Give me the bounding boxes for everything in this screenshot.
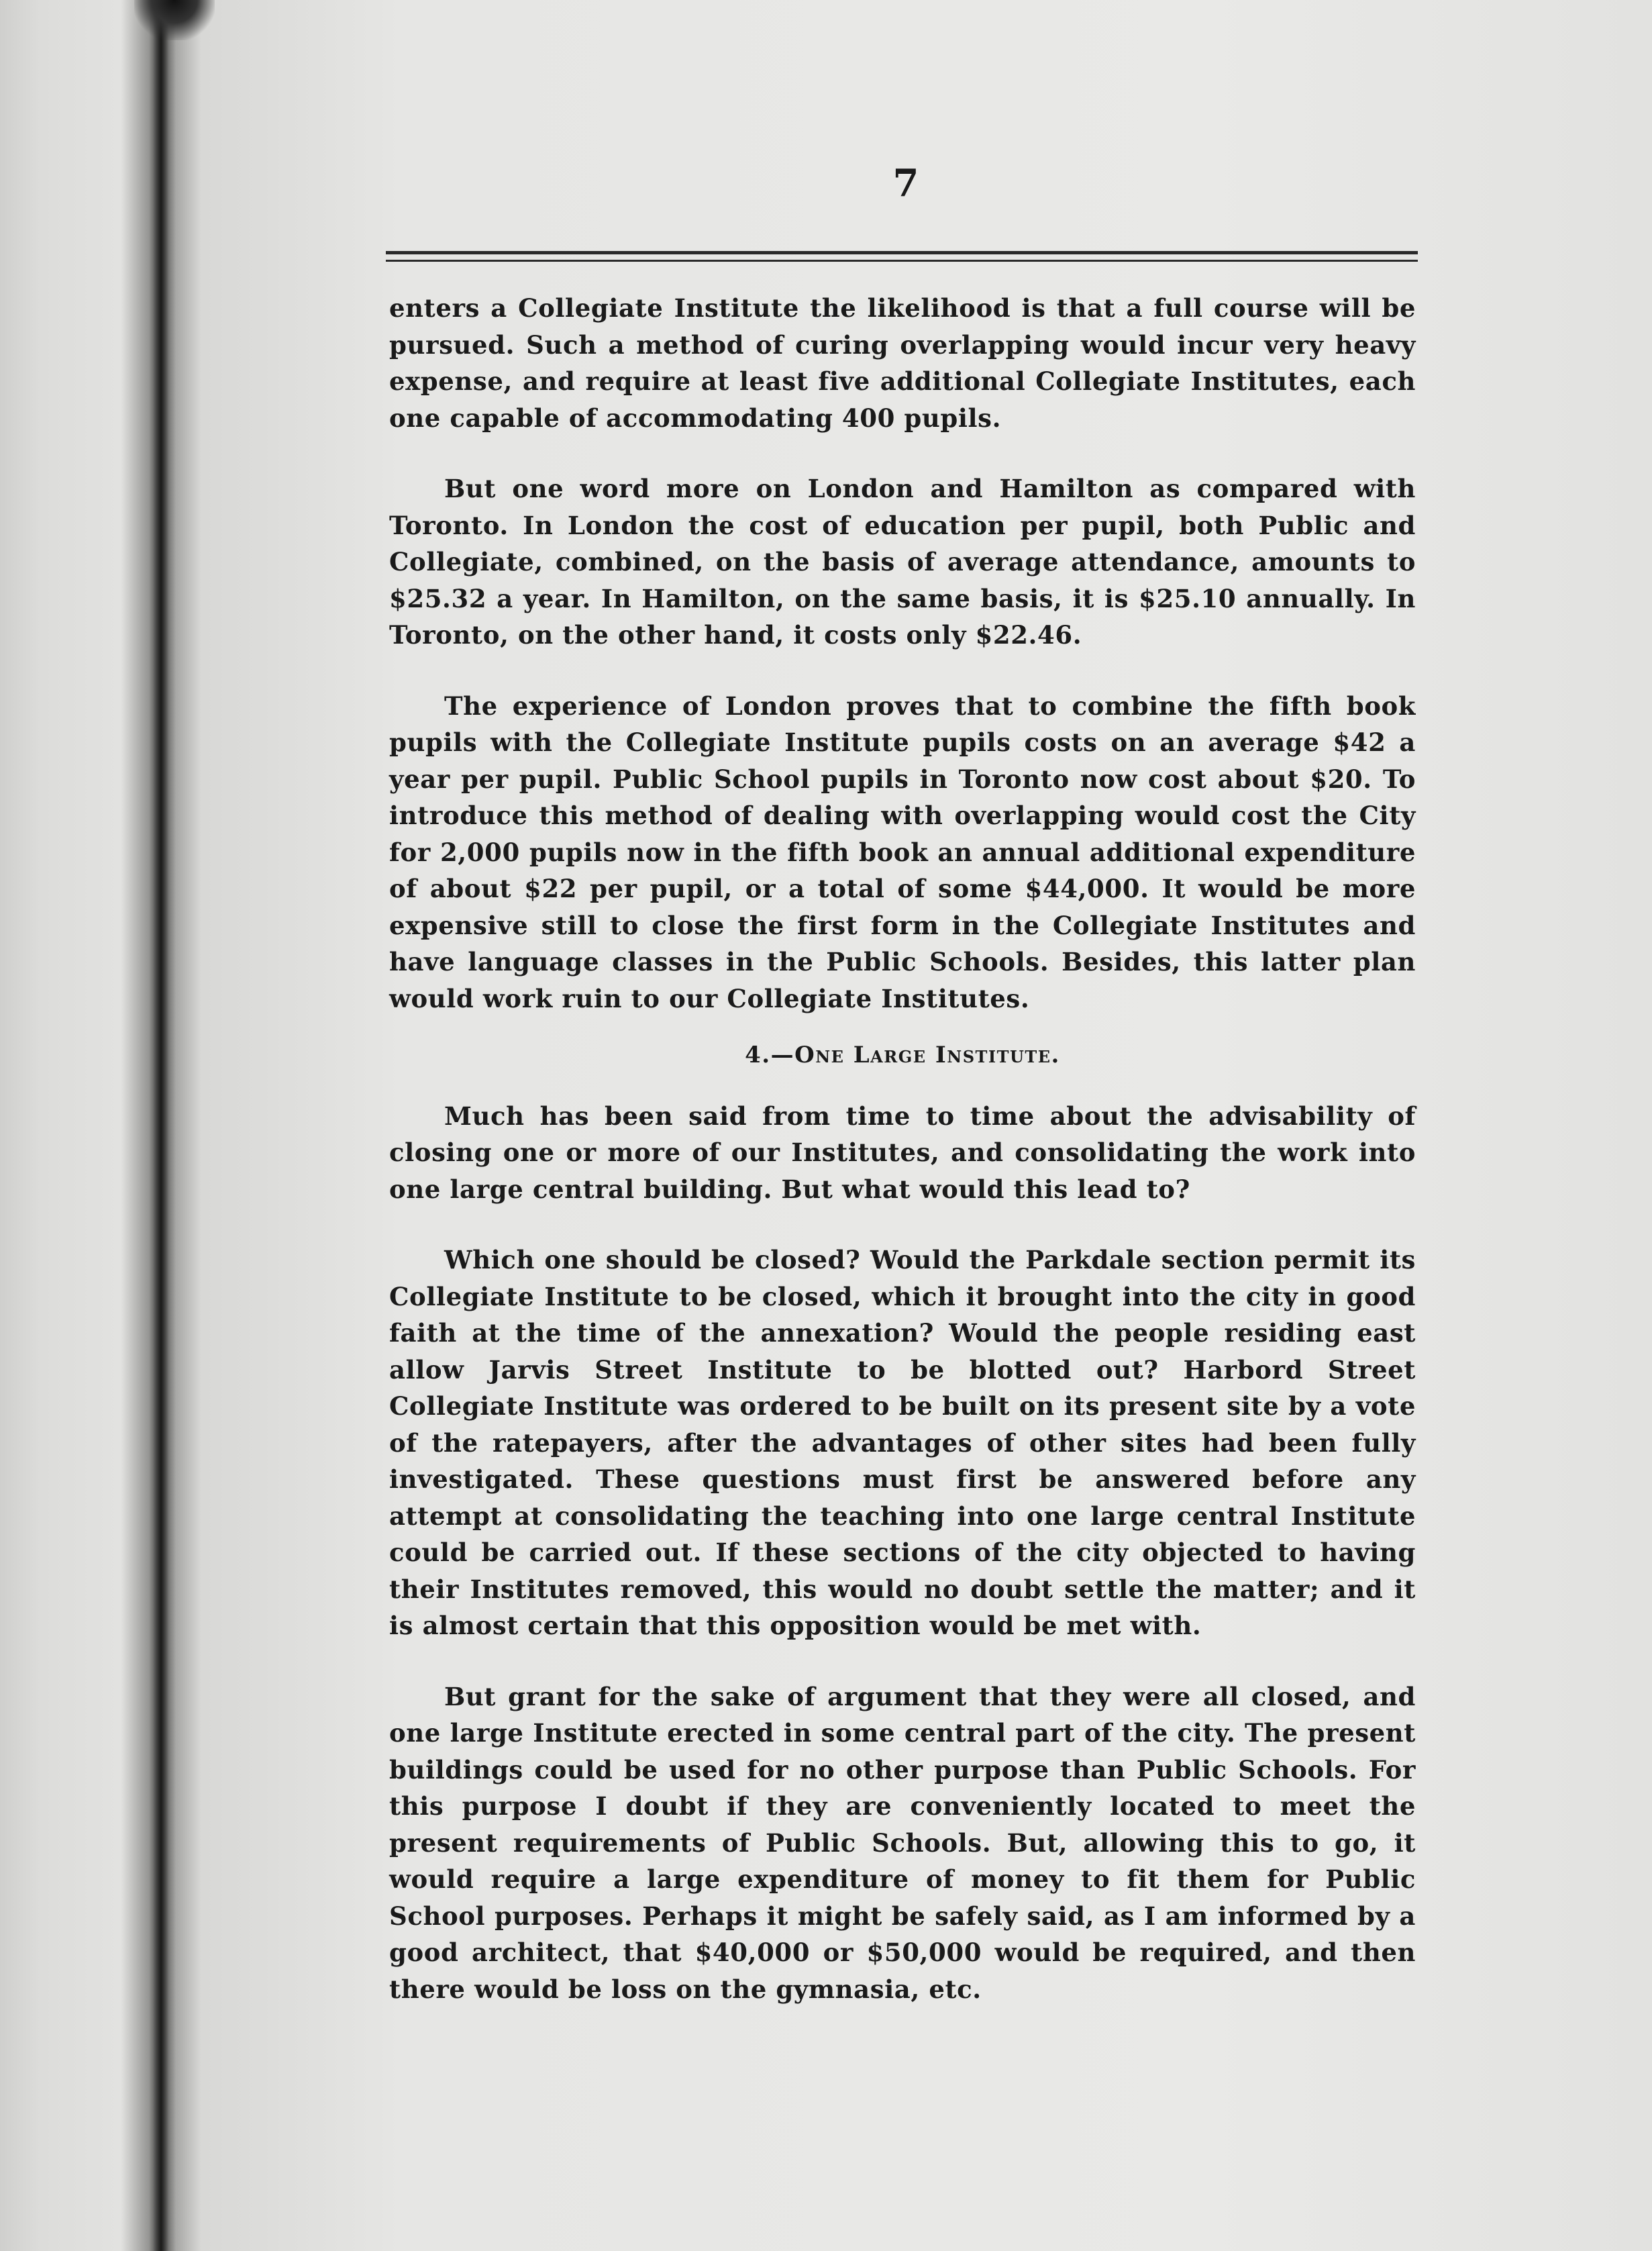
section-heading: 4.—One Large Institute. xyxy=(745,1042,1060,1068)
header-rule xyxy=(386,251,1418,254)
header-rule-thin xyxy=(386,260,1418,262)
page-body xyxy=(389,290,1416,2042)
binding-gutter-shadow xyxy=(149,0,176,2251)
paragraph-cost-comparison: But one word more on London and Hamilton as compared with Toronto. In London the cost of education per pupil, both Public and Collegiate, combined, on the basis of average attendance, amounts to $25.32 a year. In Hamilton, on the same basis, it is $25.10 annually. In Toronto, on the other hand, it costs only $22.46. xyxy=(389,474,1416,650)
paragraph-advisability: Much has been said from time to time about the advisability of closing one or more of our Institutes, and consolidating the work into one large central building. But what would this lead to? xyxy=(389,1101,1416,1204)
paragraph-continuation: enters a Collegiate Institute the likelihood is that a full course will be pursued. Such a method of curing overlapping would incur very heavy expense, and require at least five additional Collegiate Institutes, each one capable of accommodating 400 pupils. xyxy=(389,293,1416,433)
paragraph-grant-argument: But grant for the sake of argument that they were all closed, and one large Institute erected in some central part of the city. The present buildings could be used for no other purpose than Public Schools. For this purpose I doubt if they are conveniently located to meet the present requirements of Public Schools. But, allowing this to go, it would require a large expenditure of money to fit them for Public School purposes. Perhaps it might be safely said, as I am informed by a good architect, that $40,000 or $50,000 would be required, and then there would be loss on the gymnasia, etc. xyxy=(389,1681,1416,2004)
binding-corner-shadow xyxy=(134,0,215,40)
page-number: 7 xyxy=(892,161,919,205)
paragraph-london-experience: The experience of London proves that to combine the fifth book pupils with the Collegiate Institute pupils costs on an average $42 a year per pupil. Public School pupils in Toronto now cost about $20. To introduce this method of dealing with overlapping would cost the City for 2,000 pupils now in the fifth book an annual additional expenditure of about $22 per pupil, or a total of some $44,000. It would be more expensive still to close the first form in the Collegiate Institutes and have language classes in the Public Schools. Besides, this latter plan would work ruin to our Collegiate Institutes. xyxy=(389,691,1416,1013)
paragraph-which-closed: Which one should be closed? Would the Parkdale section permit its Collegiate Institute to be closed, which it brought into the city in good faith at the time of the annexation? Would the people residing east allow Jarvis Street Institute to be blotted out? Harbord Street Collegiate Institute was ordered to be built on its present site by a vote of the ratepayers, after the advantages of other sites had been fully investigated. These questions must first be answered before any attempt at consolidating the teaching into one large central Institute could be carried out. If these sections of the city objected to having their Institutes removed, this would no doubt settle the matter; and it is almost certain that this opposition would be met with. xyxy=(389,1245,1416,1640)
